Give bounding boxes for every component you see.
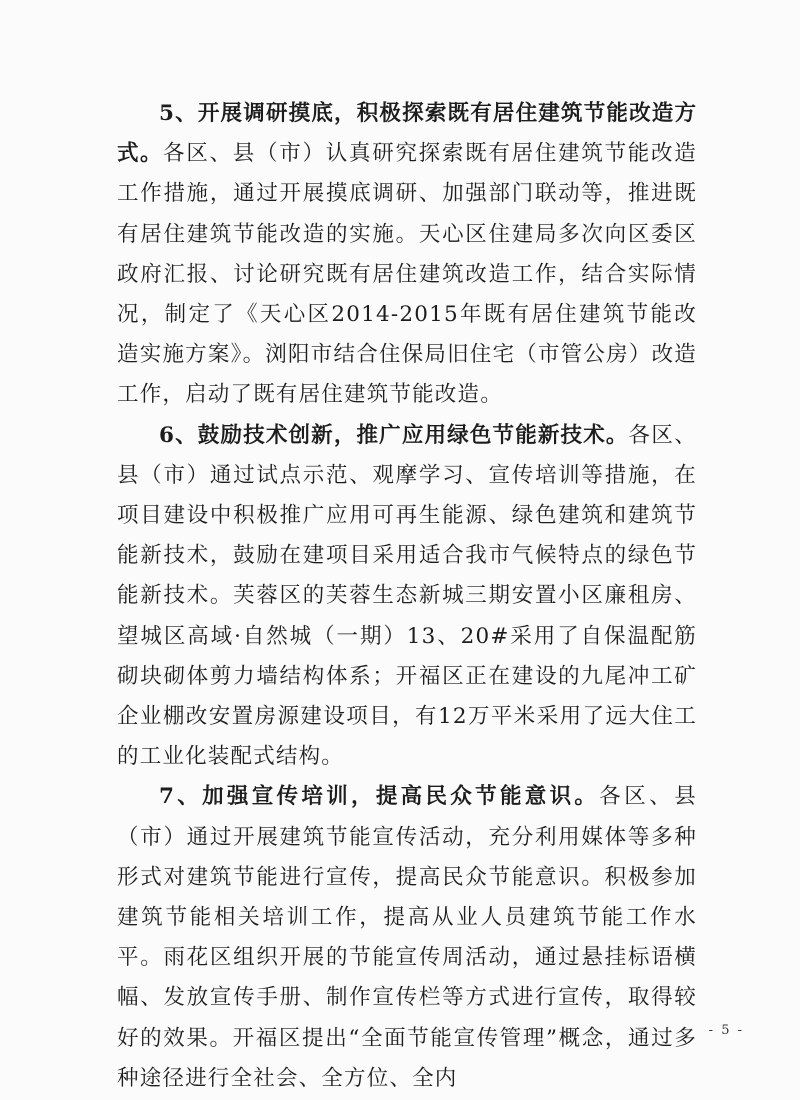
page-number: - 5 - [708,1023,744,1038]
paragraph-7 [117,777,697,1099]
paragraph-5-heading: 5、开展调研摸底，积极探索既有居住建筑节能改造方式。 [117,101,697,167]
paragraph-7-body: 各区、县（市）通过开展建筑节能宣传活动，充分利用媒体等多种形式对建筑节能进行宣传，提高民众节能意识。积极参加建筑节能相关培训工作，提高从业人员建筑节能工作水平。雨花区组织开展的节能宣传周活动，通过悬挂标语横幅、发放宣传手册、制作宣传栏等方式进行宣传，取得较好的效果。开福区提出“全面节能宣传管理”概念，通过多种途径进行全社会、全方位、全内 [117,784,697,1091]
paragraph-5 [117,94,697,416]
paragraph-6-heading: 6、鼓励技术创新，推广应用绿色节能新技术。 [159,422,629,448]
document-body [117,94,697,1099]
paragraph-6 [117,416,697,778]
paragraph-7-heading: 7、加强宣传培训，提高民众节能意识。 [159,784,600,810]
paragraph-6-body: 各区、县（市）通过试点示范、观摩学习、宣传培训等措施，在项目建设中积极推广应用可再生能源、绿色建筑和建筑节能新技术，鼓励在建项目采用适合我市气候特点的绿色节能新技术。芙蓉区的芙蓉生态新城三期安置小区廉租房、望城区高域·自然城（一期）13、20#采用了自保温配筋砌块砌体剪力墙结构体系；开福区正在建设的九尾冲工矿企业棚改安置房源建设项目，有12万平米采用了远大住工的工业化装配式结构。 [117,422,697,770]
paragraph-5-body: 各区、县（市）认真研究探索既有居住建筑节能改造工作措施，通过开展摸底调研、加强部门联动等，推进既有居住建筑节能改造的实施。天心区住建局多次向区委区政府汇报、讨论研究既有居住建筑改造工作，结合实际情况，制定了《天心区2014-2015年既有居住建筑节能改造实施方案》。浏阳市结合住保局旧住宅（市管公房）改造工作，启动了既有居住建筑节能改造。 [117,141,697,408]
